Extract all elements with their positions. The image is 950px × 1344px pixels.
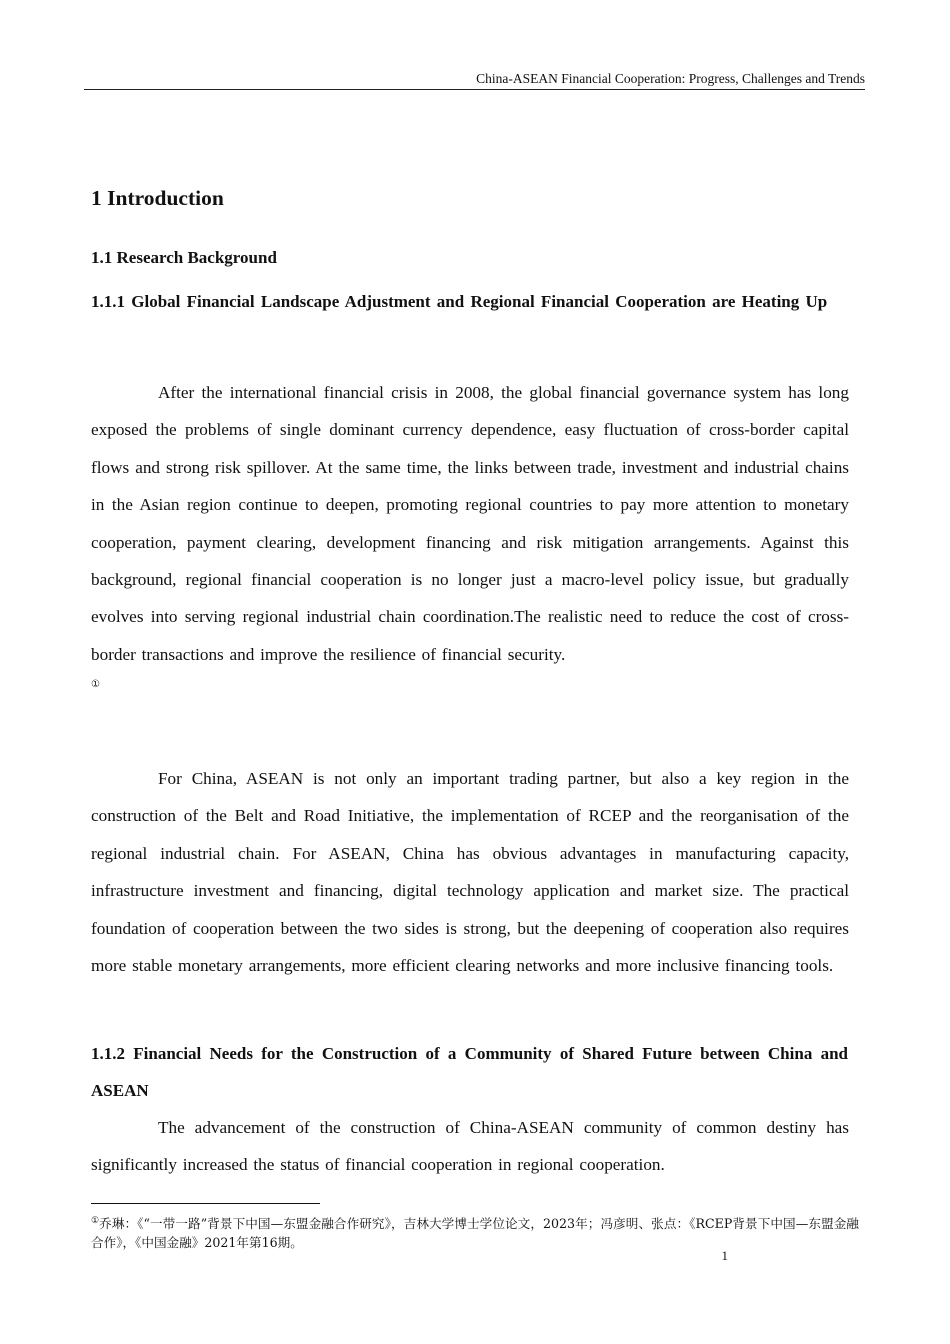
running-header: China-ASEAN Financial Cooperation: Progress, Challenges and Trends [84, 70, 865, 90]
paragraph-3: The advancement of the construction of China-ASEAN community of common destiny has significantly increased the status of financial cooperation in regional cooperation. [91, 1118, 849, 1175]
subsubsection-heading-1-1-2: 1.1.2 Financial Needs for the Construction of a Community of Shared Future between China and ASEAN [91, 1044, 848, 1100]
footnote-reference[interactable]: ① [91, 679, 100, 691]
footnote-separator [91, 1203, 320, 1204]
footnote-text: 乔琳：《“一带一路”背景下中国—东盟金融合作研究》，吉林大学博士学位论文，2023年；冯彦明、张点：《RCEP背景下中国—东盟金融合作》，《中国金融》2021年第16期。 [91, 1216, 860, 1251]
page-number: 1 [721, 1248, 728, 1263]
subsubsection-heading-1-1-1: 1.1.1 Global Financial Landscape Adjustment and Regional Financial Cooperation are Heating Up [91, 292, 828, 311]
paragraph-1-text: After the international financial crisis in 2008, the global financial governance system has long exposed the problems of single dominant currency dependence, easy fluctuation of cross-border capital flows and strong risk spillover. At the same time, the links between trade, investment and industrial chains in the Asian region continue to deepen, promoting regional countries to pay more attention to monetary cooperation, payment clearing, development financing and risk mitigation arrangements. Against this background, regional financial cooperation is no longer just a macro-level policy issue, but gradually evolves into serving regional industrial chain coordination.The realistic need to reduce the cost of cross-border transactions and improve the resilience of financial security. [91, 383, 849, 664]
paragraph-1 [91, 374, 849, 695]
section-heading: 1 Introduction [91, 186, 224, 210]
subsection-heading: 1.1 Research Background [91, 248, 277, 267]
footnote [91, 1212, 859, 1252]
paragraph-2: For China, ASEAN is not only an important trading partner, but also a key region in the construction of the Belt and Road Initiative, the implementation of RCEP and the reorganisation of the regional industrial chain. For ASEAN, China has obvious advantages in manufacturing capacity, infrastructure investment and financing, digital technology application and market size. The practical foundation of cooperation between the two sides is strong, but the deepening of cooperation also requires more stable monetary arrangements, more efficient clearing networks and more inclusive financing tools. [91, 769, 849, 976]
footnote-marker: ① [91, 1216, 100, 1226]
